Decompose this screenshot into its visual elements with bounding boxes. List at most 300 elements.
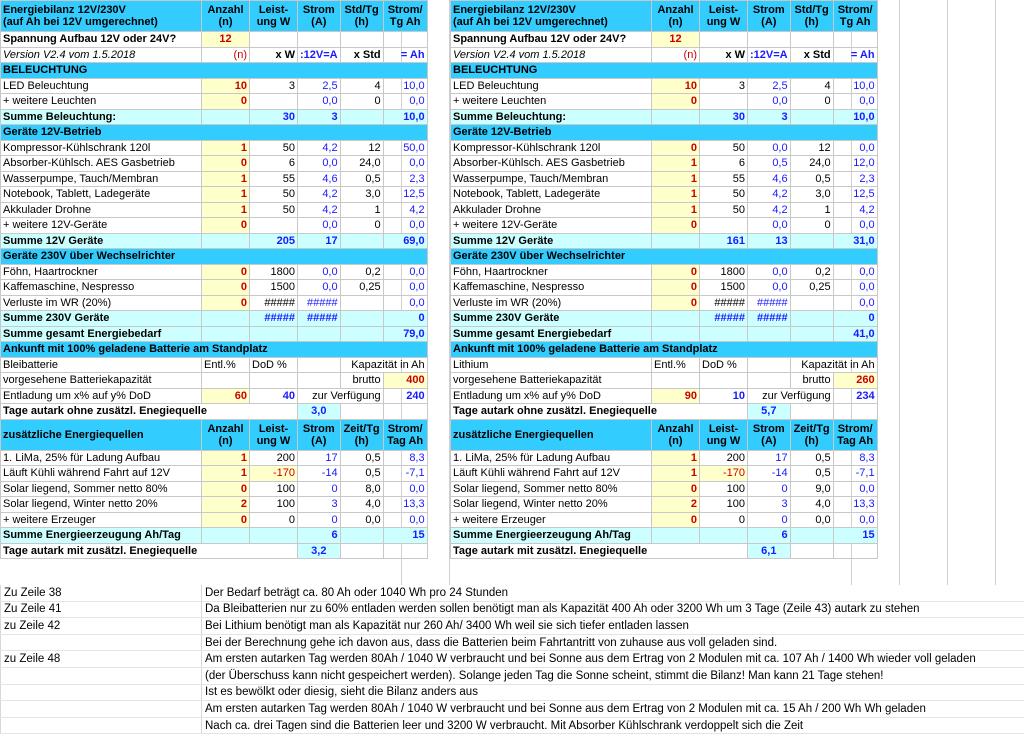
sum-leistung: 30 <box>700 109 748 125</box>
leistung-value[interactable]: 1500 <box>700 280 748 296</box>
cell <box>833 404 877 420</box>
strom-value: 0 <box>298 512 341 528</box>
battery-type: Bleibatterie <box>1 357 202 373</box>
cell <box>250 528 298 544</box>
leistung-value[interactable] <box>250 94 298 110</box>
stunden-value[interactable]: 3,0 <box>340 187 383 203</box>
col-header-strom-tag: Strom/ Tag Ah <box>383 419 427 450</box>
sum-strom: 3 <box>298 109 341 125</box>
sum-leistung <box>250 326 298 342</box>
ah-value: 12,5 <box>833 187 877 203</box>
device-label: Verluste im WR (20%) <box>1 295 202 311</box>
device-label: + weitere Leuchten <box>451 94 652 110</box>
strom-value: 0,0 <box>298 218 341 234</box>
anzahl-input[interactable]: 2 <box>202 497 250 513</box>
col-header-anzahl: Anzahl (n) <box>652 1 700 32</box>
strom-value: 17 <box>298 450 341 466</box>
leistung-value[interactable]: 50 <box>250 202 298 218</box>
device-label: Akkulader Drohne <box>451 202 652 218</box>
brutto-label: brutto <box>340 373 383 389</box>
anzahl-input[interactable]: 0 <box>202 94 250 110</box>
zeit-value[interactable]: 0,0 <box>790 512 833 528</box>
stunden-value[interactable]: 4 <box>790 78 833 94</box>
anzahl-input[interactable]: 1 <box>202 450 250 466</box>
ah-value: 8,3 <box>833 450 877 466</box>
ah-value: 0,0 <box>383 512 427 528</box>
sum-ah: 0 <box>833 311 877 327</box>
stunden-value[interactable]: 12 <box>340 140 383 156</box>
zeit-value[interactable]: 8,0 <box>340 481 383 497</box>
ah-value: 0,0 <box>833 512 877 528</box>
sum-ah: 0 <box>383 311 427 327</box>
ah-value: 12,0 <box>833 156 877 172</box>
dod-value: 40 <box>250 388 298 404</box>
unit-n: (n) <box>652 47 700 63</box>
cell <box>250 32 298 48</box>
leistung-value[interactable]: ##### <box>250 295 298 311</box>
sum-ah: 69,0 <box>383 233 427 249</box>
sum-leistung <box>700 326 748 342</box>
stunden-value[interactable]: 0,2 <box>340 264 383 280</box>
device-label: Absorber-Kühlsch. AES Gasbetrieb <box>1 156 202 172</box>
leistung-value[interactable]: 50 <box>250 187 298 203</box>
anzahl-input[interactable]: 0 <box>652 218 700 234</box>
anzahl-input[interactable]: 0 <box>652 295 700 311</box>
unit-std: x Std <box>340 47 383 63</box>
sum-erzeugung-strom: 6 <box>298 528 341 544</box>
anzahl-input[interactable]: 0 <box>202 218 250 234</box>
stunden-value[interactable]: 3,0 <box>790 187 833 203</box>
section-header: BELEUCHTUNG <box>1 63 428 79</box>
leistung-value[interactable]: 200 <box>700 450 748 466</box>
leistung-value[interactable]: 200 <box>250 450 298 466</box>
anzahl-input[interactable]: 1 <box>202 171 250 187</box>
leistung-value[interactable]: 3 <box>700 78 748 94</box>
strom-value: 0,0 <box>298 280 341 296</box>
leistung-value[interactable]: 1800 <box>250 264 298 280</box>
anzahl-input[interactable]: 10 <box>202 78 250 94</box>
tage-autark-zus-label: Tage autark mit zusätzl. Enegiequelle <box>451 543 748 559</box>
leistung-value[interactable]: 3 <box>250 78 298 94</box>
col-header-zeit: Zeit/Tg (h) <box>790 419 833 450</box>
source-label: Solar liegend, Sommer netto 80% <box>1 481 202 497</box>
anzahl-input[interactable]: 0 <box>202 156 250 172</box>
section-header: Geräte 12V-Betrieb <box>1 125 428 141</box>
ah-value: 10,0 <box>833 78 877 94</box>
stunden-value[interactable]: 1 <box>340 202 383 218</box>
cell <box>340 326 383 342</box>
ah-value: 12,5 <box>383 187 427 203</box>
note-text: Am ersten autarken Tag werden 80Ah / 1040 W verbraucht und bei Sonne aus dem Ertrag von 2 Modulen mit ca. 107 Ah / 1400 Wh wieder voll geladen <box>202 651 1024 668</box>
note-text: (der Überschuss kann nicht gespeichert werden). Solange jeden Tag die Sonne scheint, stimmt die Bilanz! Man kann 21 Tage stehen! <box>202 667 1024 684</box>
leistung-value[interactable]: 1800 <box>700 264 748 280</box>
source-label: Solar liegend, Winter netto 20% <box>451 497 652 513</box>
dod-header: DoD % <box>250 357 298 373</box>
note-text: Am ersten autarken Tag werden 80Ah / 1040 W verbraucht und bei Sonne aus dem Ertrag von 2 Modulen mit ca. 15 Ah / 200 Wh Wh geladen <box>202 701 1024 718</box>
sum-strom <box>298 326 341 342</box>
anzahl-input[interactable]: 0 <box>202 512 250 528</box>
leistung-value[interactable]: -170 <box>700 466 748 482</box>
leistung-value[interactable]: 100 <box>250 497 298 513</box>
anzahl-input[interactable]: 0 <box>202 295 250 311</box>
anzahl-input[interactable]: 1 <box>652 187 700 203</box>
col-header-strom: Strom (A) <box>748 419 791 450</box>
strom-value: 0 <box>748 512 791 528</box>
anzahl-input[interactable]: 0 <box>652 94 700 110</box>
section-header: BELEUCHTUNG <box>451 63 878 79</box>
sum-label: Summe 12V Geräte <box>1 233 202 249</box>
strom-value: 0,5 <box>748 156 791 172</box>
cell <box>340 233 383 249</box>
cell <box>383 404 427 420</box>
strom-value: 4,2 <box>298 140 341 156</box>
leistung-value[interactable]: 50 <box>700 202 748 218</box>
battery-type: Lithium <box>451 357 652 373</box>
ah-value: 0,0 <box>833 295 877 311</box>
source-label: Solar liegend, Winter netto 20% <box>1 497 202 513</box>
strom-value: 0,0 <box>298 264 341 280</box>
strom-value: -14 <box>298 466 341 482</box>
cell <box>833 543 877 559</box>
leistung-value[interactable]: 50 <box>250 140 298 156</box>
anzahl-input[interactable]: 1 <box>652 450 700 466</box>
tage-autark-value: 5,7 <box>748 404 791 420</box>
col-header-strom-tag: Strom/ Tag Ah <box>833 419 877 450</box>
leistung-value[interactable]: -170 <box>250 466 298 482</box>
version-label: Version V2.4 vom 1.5.2018 <box>1 47 202 63</box>
leistung-value[interactable]: 55 <box>700 171 748 187</box>
device-label: + weitere 12V-Geräte <box>1 218 202 234</box>
device-label: LED Beleuchtung <box>451 78 652 94</box>
grid-line <box>995 0 996 585</box>
zeit-value[interactable]: 0,5 <box>790 466 833 482</box>
dod-value: 10 <box>700 388 748 404</box>
leistung-value[interactable]: 100 <box>700 497 748 513</box>
zeit-value[interactable]: 0,0 <box>340 512 383 528</box>
ah-value: 2,3 <box>833 171 877 187</box>
sum-leistung: ##### <box>250 311 298 327</box>
spannung-label: Spannung Aufbau 12V oder 24V? <box>451 32 652 48</box>
source-label: Solar liegend, Sommer netto 80% <box>451 481 652 497</box>
cell <box>340 32 383 48</box>
cell <box>833 32 877 48</box>
source-label: + weitere Erzeuger <box>1 512 202 528</box>
stunden-value[interactable]: 4 <box>340 78 383 94</box>
cell <box>298 357 341 373</box>
section-header: Ankunft mit 100% geladene Batterie am Standplatz <box>1 342 428 358</box>
note-text: Der Bedarf beträgt ca. 80 Ah oder 1040 Wh pro 24 Stunden <box>202 585 1024 601</box>
sum-strom: 3 <box>748 109 791 125</box>
ah-value: 0,0 <box>833 94 877 110</box>
note-ref: zu Zeile 48 <box>1 651 202 668</box>
cell <box>340 528 383 544</box>
col-header-std-tg: Std/Tg (h) <box>790 1 833 32</box>
strom-value: 0,0 <box>748 140 791 156</box>
strom-value: 4,2 <box>748 187 791 203</box>
stunden-value[interactable]: 0,5 <box>790 171 833 187</box>
leistung-value[interactable] <box>700 218 748 234</box>
col-header-leistung: Leist-ung W <box>700 419 748 450</box>
unit-n: (n) <box>202 47 250 63</box>
strom-value: 4,2 <box>298 202 341 218</box>
ah-value: 4,2 <box>383 202 427 218</box>
cell <box>700 528 748 544</box>
dod-header: DoD % <box>700 357 748 373</box>
ah-value: 0,0 <box>383 218 427 234</box>
device-label: Notebook, Tablett, Ladegeräte <box>1 187 202 203</box>
strom-value: ##### <box>748 295 791 311</box>
stunden-value[interactable]: 0,5 <box>340 171 383 187</box>
ah-value: 0,0 <box>383 280 427 296</box>
cell <box>700 32 748 48</box>
cell <box>652 311 700 327</box>
strom-value: 0 <box>748 481 791 497</box>
stunden-value[interactable]: 0 <box>790 218 833 234</box>
col-header-leistung: Leist-ung W <box>250 1 298 32</box>
stunden-value[interactable]: 12 <box>790 140 833 156</box>
col-header-strom: Strom (A) <box>748 1 791 32</box>
sum-strom: ##### <box>748 311 791 327</box>
ah-value: 0,0 <box>383 94 427 110</box>
verfuegung-value: 240 <box>383 388 427 404</box>
title-line: Energiebilanz 12V/230V <box>3 4 199 16</box>
entladung-input[interactable]: 60 <box>202 388 250 404</box>
sum-erzeugung-ah: 15 <box>383 528 427 544</box>
stunden-value[interactable]: 0 <box>340 94 383 110</box>
ah-value: 0,0 <box>383 481 427 497</box>
cell <box>340 543 383 559</box>
stunden-value[interactable]: 0 <box>340 218 383 234</box>
entladung-input[interactable]: 90 <box>652 388 700 404</box>
ah-value: -7,1 <box>383 466 427 482</box>
notes-table <box>0 585 1024 734</box>
cell <box>340 404 383 420</box>
sum-erzeugung-strom: 6 <box>748 528 791 544</box>
cell <box>790 404 833 420</box>
device-label: Kompressor-Kühlschrank 120l <box>1 140 202 156</box>
stunden-value[interactable] <box>340 295 383 311</box>
strom-value: 0,0 <box>748 218 791 234</box>
strom-value: 2,5 <box>748 78 791 94</box>
device-label: Kaffemaschine, Nespresso <box>1 280 202 296</box>
grid-line <box>947 0 948 585</box>
strom-value: 2,5 <box>298 78 341 94</box>
stunden-value[interactable]: 0 <box>790 94 833 110</box>
sum-label: Summe Beleuchtung: <box>451 109 652 125</box>
col-header-anzahl: Anzahl (n) <box>202 1 250 32</box>
col-header-strom-tg: Strom/ Tg Ah <box>833 1 877 32</box>
sum-erzeugung-label: Summe Energieerzeugung Ah/Tag <box>451 528 652 544</box>
sum-leistung: 30 <box>250 109 298 125</box>
cell <box>748 357 791 373</box>
tage-autark-value: 3,0 <box>298 404 341 420</box>
note-ref: Zu Zeile 41 <box>1 601 202 618</box>
sum-leistung: ##### <box>700 311 748 327</box>
spannung-input[interactable]: 12 <box>202 32 250 48</box>
ah-value: 0,0 <box>833 280 877 296</box>
note-ref <box>1 667 202 684</box>
ah-value: 10,0 <box>383 78 427 94</box>
strom-value: 4,2 <box>748 202 791 218</box>
leistung-value[interactable]: ##### <box>700 295 748 311</box>
anzahl-input[interactable]: 1 <box>202 140 250 156</box>
zeit-value[interactable]: 4,0 <box>340 497 383 513</box>
device-label: Föhn, Haartrockner <box>451 264 652 280</box>
col-header-leistung: Leist-ung W <box>700 1 748 32</box>
anzahl-input[interactable]: 0 <box>652 140 700 156</box>
strom-value: 4,6 <box>298 171 341 187</box>
leistung-value[interactable]: 55 <box>250 171 298 187</box>
sum-leistung: 205 <box>250 233 298 249</box>
sum-ah: 79,0 <box>383 326 427 342</box>
stunden-value[interactable]: 0,25 <box>790 280 833 296</box>
leistung-value[interactable]: 100 <box>700 481 748 497</box>
strom-value: 3 <box>298 497 341 513</box>
leistung-value[interactable]: 1500 <box>250 280 298 296</box>
anzahl-input[interactable]: 0 <box>652 280 700 296</box>
col-header-zeit: Zeit/Tg (h) <box>340 419 383 450</box>
cell <box>652 373 700 389</box>
cell <box>383 32 427 48</box>
stunden-value[interactable]: 24,0 <box>790 156 833 172</box>
stunden-value[interactable]: 0,25 <box>340 280 383 296</box>
note-ref <box>1 717 202 734</box>
cell <box>383 543 427 559</box>
zeit-value[interactable]: 0,5 <box>790 450 833 466</box>
section-header: Geräte 230V über Wechselrichter <box>451 249 878 265</box>
sum-label: Summe 230V Geräte <box>1 311 202 327</box>
zeit-value[interactable]: 9,0 <box>790 481 833 497</box>
cell <box>790 528 833 544</box>
anzahl-input[interactable]: 1 <box>652 202 700 218</box>
sum-label: Summe gesamt Energiebedarf <box>1 326 202 342</box>
ah-value: 0,0 <box>833 218 877 234</box>
ah-value: 0,0 <box>833 481 877 497</box>
anzahl-input[interactable]: 1 <box>652 171 700 187</box>
entl-header: Entl.% <box>202 357 250 373</box>
stunden-value[interactable]: 24,0 <box>340 156 383 172</box>
subtitle-line: (auf Ah bei 12V umgerechnet) <box>3 16 199 28</box>
brutto-input[interactable]: 260 <box>833 373 877 389</box>
stunden-value[interactable]: 1 <box>790 202 833 218</box>
anzahl-input[interactable]: 0 <box>202 280 250 296</box>
cell <box>748 373 791 389</box>
anzahl-input[interactable]: 2 <box>652 497 700 513</box>
leistung-value[interactable]: 100 <box>250 481 298 497</box>
device-label: Akkulader Drohne <box>1 202 202 218</box>
device-label: Wasserpumpe, Tauch/Membran <box>451 171 652 187</box>
sum-label: Summe 230V Geräte <box>451 311 652 327</box>
anzahl-input[interactable]: 0 <box>202 264 250 280</box>
anzahl-input[interactable]: 1 <box>652 156 700 172</box>
col-header-strom: Strom (A) <box>298 1 341 32</box>
zeit-value[interactable]: 0,5 <box>340 450 383 466</box>
unit-ah: = Ah <box>383 47 427 63</box>
device-label: + weitere Leuchten <box>1 94 202 110</box>
cell <box>202 528 250 544</box>
leistung-value[interactable]: 6 <box>250 156 298 172</box>
stunden-value[interactable] <box>790 295 833 311</box>
sum-ah: 10,0 <box>383 109 427 125</box>
cell <box>790 311 833 327</box>
cell <box>790 543 833 559</box>
cell <box>652 233 700 249</box>
col-header-std-tg: Std/Tg (h) <box>340 1 383 32</box>
source-label: Läuft Kühli während Fahrt auf 12V <box>1 466 202 482</box>
note-text: Nach ca. drei Tagen sind die Batterien leer und 3200 W verbraucht. Mit Absorber Kühlschrank verdoppelt sich die Zeit <box>202 717 1024 734</box>
source-label: 1. LiMa, 25% für Ladung Aufbau <box>451 450 652 466</box>
device-label: Verluste im WR (20%) <box>451 295 652 311</box>
stunden-value[interactable]: 0,2 <box>790 264 833 280</box>
zeit-value[interactable]: 0,5 <box>340 466 383 482</box>
anzahl-input[interactable]: 1 <box>202 202 250 218</box>
anzahl-input[interactable]: 10 <box>652 78 700 94</box>
entladung-label: Entladung um x% auf y% DoD <box>1 388 202 404</box>
section-header: Geräte 12V-Betrieb <box>451 125 878 141</box>
section-header: Ankunft mit 100% geladene Batterie am Standplatz <box>451 342 878 358</box>
device-label: Kaffemaschine, Nespresso <box>451 280 652 296</box>
entl-header: Entl.% <box>652 357 700 373</box>
strom-value: 4,2 <box>298 187 341 203</box>
leistung-value[interactable]: 0 <box>250 512 298 528</box>
tage-autark-zus-label: Tage autark mit zusätzl. Enegiequelle <box>1 543 298 559</box>
anzahl-input[interactable]: 0 <box>652 512 700 528</box>
leistung-value[interactable] <box>700 94 748 110</box>
cell <box>298 32 341 48</box>
ah-value: 50,0 <box>383 140 427 156</box>
device-label: Wasserpumpe, Tauch/Membran <box>1 171 202 187</box>
ah-value: 0,0 <box>383 156 427 172</box>
leistung-value[interactable]: 50 <box>700 140 748 156</box>
brutto-input[interactable]: 400 <box>383 373 427 389</box>
device-label: + weitere 12V-Geräte <box>451 218 652 234</box>
spannung-input[interactable]: 12 <box>652 32 700 48</box>
sum-strom: ##### <box>298 311 341 327</box>
anzahl-input[interactable]: 0 <box>652 264 700 280</box>
strom-value: 17 <box>748 450 791 466</box>
grid-line <box>899 0 900 585</box>
leistung-value[interactable]: 0 <box>700 512 748 528</box>
anzahl-input[interactable]: 0 <box>202 481 250 497</box>
col-header-anzahl: Anzahl (n) <box>202 419 250 450</box>
zeit-value[interactable]: 4,0 <box>790 497 833 513</box>
cell <box>298 373 341 389</box>
sum-ah: 31,0 <box>833 233 877 249</box>
ah-value: 0,0 <box>833 264 877 280</box>
leistung-value[interactable]: 50 <box>700 187 748 203</box>
leistung-value[interactable] <box>250 218 298 234</box>
sum-ah: 41,0 <box>833 326 877 342</box>
source-label: 1. LiMa, 25% für Ladung Aufbau <box>1 450 202 466</box>
note-ref <box>1 701 202 718</box>
col-header-strom: Strom (A) <box>298 419 341 450</box>
cell <box>202 326 250 342</box>
leistung-value[interactable]: 6 <box>700 156 748 172</box>
col-header-anzahl: Anzahl (n) <box>652 419 700 450</box>
anzahl-input[interactable]: 1 <box>202 187 250 203</box>
section-header: Geräte 230V über Wechselrichter <box>1 249 428 265</box>
anzahl-input[interactable]: 1 <box>202 466 250 482</box>
cell <box>652 109 700 125</box>
ah-value: 13,3 <box>833 497 877 513</box>
device-label: Föhn, Haartrockner <box>1 264 202 280</box>
cell <box>790 233 833 249</box>
verfuegung-value: 234 <box>833 388 877 404</box>
anzahl-input[interactable]: 1 <box>652 466 700 482</box>
unit-a: :12V=A <box>298 47 341 63</box>
anzahl-input[interactable]: 0 <box>652 481 700 497</box>
ah-value: 8,3 <box>383 450 427 466</box>
